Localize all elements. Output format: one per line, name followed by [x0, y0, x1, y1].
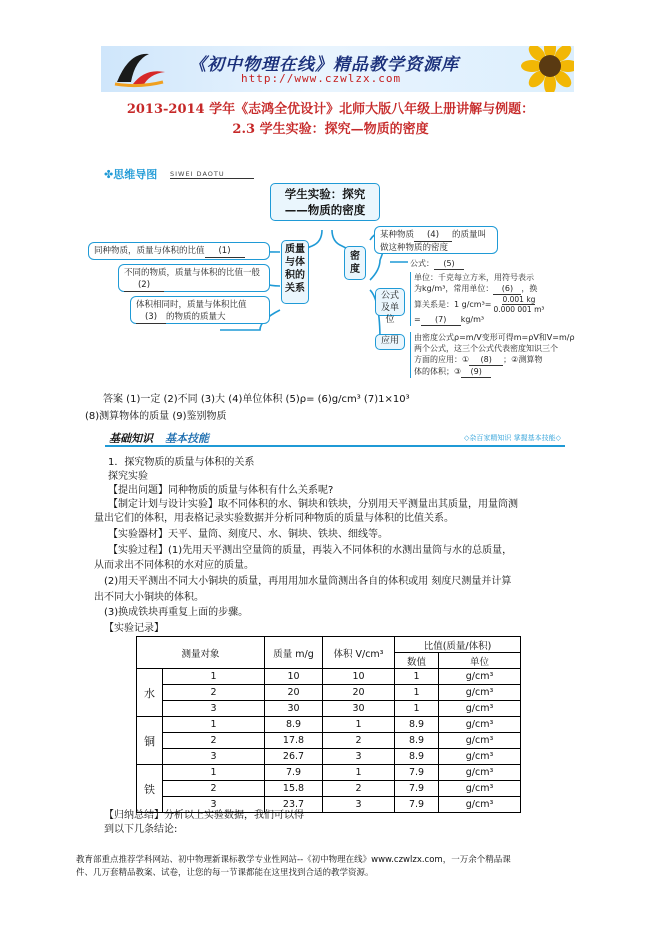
group-cell — [137, 669, 163, 685]
table-cell: 1 — [163, 717, 265, 733]
table-row — [137, 701, 521, 717]
group-cell: 水 — [137, 685, 163, 701]
mindmap-apply-node: 应用 — [375, 334, 405, 350]
mindmap-left-branch: 质量与体积的关系 — [281, 240, 309, 304]
unit-fraction: $\frac{0.001 kg}{\text{0.000 001 m³}}$ — [493, 295, 545, 314]
table-cell: g/cm³ — [439, 765, 521, 781]
table-cell: 8.9 — [265, 717, 323, 733]
table-cell: 1 — [395, 669, 439, 685]
table-cell: 10 — [323, 669, 395, 685]
mindmap-header-en: SIWEI DAOTU — [170, 170, 254, 179]
mindmap-left-item-3: 体积相同时，质量与体积比值(3) 的物质的质量大 — [130, 296, 270, 324]
table-cell: g/cm³ — [439, 781, 521, 797]
table-cell: 7.9 — [395, 765, 439, 781]
table-cell: 1 — [323, 765, 395, 781]
group-cell — [137, 749, 163, 765]
table-cell: 1 — [323, 717, 395, 733]
group-cell: 铁 — [137, 781, 163, 797]
mindmap-formula-text: 公式： (5) — [410, 258, 560, 270]
mindmap-center-node: 学生实验：探究 ——物质的密度 — [270, 183, 380, 221]
mindmap-left-item-2: 不同的物质，质量与体积的比值一般(2) — [118, 264, 270, 292]
table-cell: 1 — [163, 765, 265, 781]
table-cell: 1 — [395, 685, 439, 701]
table-cell: 7.9 — [265, 765, 323, 781]
body-line-11: (3)换成铁块再重复上面的步骤。 — [104, 607, 249, 618]
table-row — [137, 781, 521, 797]
header-volume: 体积 V/cm³ — [323, 637, 395, 669]
body-line-3: 【提出问题】同种物质的质量与体积有什么关系呢? — [108, 485, 334, 496]
body-line-5: 量出它们的体积，用表格记录实验数据并分析同种物质的质量与体积的比值关系。 — [94, 513, 454, 524]
mindmap-unit-text: 单位：千克每立方米，用符号表示 为kg/m³，常用单位： (6) ，换 算关系是：1 g/cm³= $\frac{0.001 kg}{\text{0.000 001 m³}}$ = (7) kg/m³ — [410, 272, 574, 326]
mindmap-formula-node: 公式及单位 — [375, 288, 405, 316]
body-line-10: 出不同大小铜块的体积。 — [94, 592, 204, 603]
header-object: 测量对象 — [137, 637, 265, 669]
table-cell: 20 — [265, 685, 323, 701]
table-cell: 7.9 — [395, 797, 439, 813]
table-cell: 30 — [323, 701, 395, 717]
summary-line-2: 到以下几条结论: — [104, 824, 178, 835]
section-subtitle: 基本技能 — [165, 432, 209, 445]
table-cell: 3 — [163, 797, 265, 813]
experiment-table — [136, 636, 521, 813]
table-cell: 7.9 — [395, 781, 439, 797]
banner-title: 《初中物理在线》精品教学资源库 — [189, 55, 459, 75]
table-cell: 17.8 — [265, 733, 323, 749]
table-body — [137, 669, 521, 813]
summary-line-1: 【归纳总结】分析以上实验数据，我们可以得 — [104, 810, 304, 821]
group-cell — [137, 717, 163, 733]
body-line-6: 【实验器材】天平、量筒、刻度尺、水、铜块、铁块、细线等。 — [108, 529, 388, 540]
group-cell: 铜 — [137, 733, 163, 749]
table-cell: g/cm³ — [439, 669, 521, 685]
banner-url: http://www.czwlzx.com — [241, 72, 402, 85]
body-line-12: 【实验记录】 — [104, 623, 164, 634]
body-line-9: (2)用天平测出不同大小铜块的质量，再用用加水量筒测出各自的体积或用 刻度尺测量并计算 — [104, 576, 512, 587]
table-cell: 8.9 — [395, 733, 439, 749]
table-row — [137, 717, 521, 733]
table-row — [137, 669, 521, 685]
answers-line1: 答案 (1)一定 (2)不同 (3)大 (4)单位体积 (5)ρ= (6)g/cm³ (7)1×10³ — [103, 394, 410, 405]
mindmap-definition-box: 某种物质 (4) 的质量叫做这种物质的密度 — [374, 226, 498, 254]
table-cell: 30 — [265, 701, 323, 717]
table-cell: 3 — [163, 701, 265, 717]
table-cell: 10 — [265, 669, 323, 685]
sunflower-icon — [520, 46, 574, 92]
section-banner — [105, 430, 565, 448]
table-cell: 20 — [323, 685, 395, 701]
table-cell: 3 — [323, 749, 395, 765]
table-cell: g/cm³ — [439, 749, 521, 765]
diamond-icon: ✤ — [104, 168, 114, 181]
table-cell: 2 — [323, 733, 395, 749]
table-cell: 8.9 — [395, 749, 439, 765]
section-title: 基础知识 — [109, 432, 153, 445]
header-mass: 质量 m/g — [265, 637, 323, 669]
table-row — [137, 749, 521, 765]
table-cell: 3 — [163, 749, 265, 765]
table-row — [137, 765, 521, 781]
table-cell: 2 — [323, 781, 395, 797]
body-line-8: 从而求出不同体积的水对应的质量。 — [94, 560, 254, 571]
table-cell: g/cm³ — [439, 717, 521, 733]
header-value: 数值 — [395, 653, 439, 669]
answers-line2: (8)测算物体的质量 (9)鉴别物质 — [85, 411, 227, 422]
section-tagline: ◇杂百家精知识 掌握基本技能◇ — [464, 434, 561, 442]
table-cell: 8.9 — [395, 717, 439, 733]
body-line-2: 探究实验 — [108, 471, 148, 482]
mindmap-header: ✤思维导图 — [104, 168, 158, 181]
mindmap-right-branch: 密度 — [344, 246, 366, 280]
table-cell: g/cm³ — [439, 685, 521, 701]
mindmap-left-item-1: 同种物质，质量与体积的比值 (1) — [88, 242, 270, 260]
group-cell — [137, 765, 163, 781]
table-row — [137, 685, 521, 701]
footer-line-1: 教育部重点推荐学科网站、初中物理新课标教学专业性网站--《初中物理在线》www.czwlzx.com，一万余个精品课 — [76, 855, 511, 865]
table-row — [137, 733, 521, 749]
table-cell: 2 — [163, 733, 265, 749]
table-cell: 3 — [323, 797, 395, 813]
header-banner — [101, 46, 574, 92]
table-cell: g/cm³ — [439, 797, 521, 813]
site-logo-icon — [109, 48, 169, 90]
page-title-line2: 2.3 学生实验：探究—物质的密度 — [232, 122, 429, 137]
table-cell: 2 — [163, 781, 265, 797]
table-cell: g/cm³ — [439, 733, 521, 749]
body-line-1: 1．探究物质的质量与体积的关系 — [108, 457, 255, 468]
group-cell — [137, 701, 163, 717]
header-ratio: 比值(质量/体积) — [395, 637, 521, 653]
header-unit: 单位 — [439, 653, 521, 669]
table-cell: 2 — [163, 685, 265, 701]
table-cell: 1 — [395, 701, 439, 717]
body-line-4: 【制定计划与设计实验】取不同体积的水、铜块和铁块，分别用天平测量出其质量，用量筒测 — [108, 499, 518, 510]
table-cell: g/cm³ — [439, 701, 521, 717]
mindmap-apply-text: 由密度公式ρ=m/V变形可得m=ρV和V=m/ρ 两个公式，这三个公式代表密度知识三个 方面的应用：① (8) ；②测算物 体的体积；③ (9) — [410, 332, 578, 378]
table-cell: 23.7 — [265, 797, 323, 813]
body-line-7: 【实验过程】(1)先用天平测出空量筒的质量，再装入不同体积的水测出量筒与水的总质量， — [108, 545, 513, 556]
page-title-line1: 2013-2014 学年《志鸿全优设计》北师大版八年级上册讲解与例题： — [126, 102, 535, 117]
table-cell: 26.7 — [265, 749, 323, 765]
footer-line-2: 件、几万套精品教案、试卷，让您的每一节课都能在这里找到合适的教学资源。 — [76, 868, 374, 878]
table-cell: 15.8 — [265, 781, 323, 797]
table-cell: 1 — [163, 669, 265, 685]
